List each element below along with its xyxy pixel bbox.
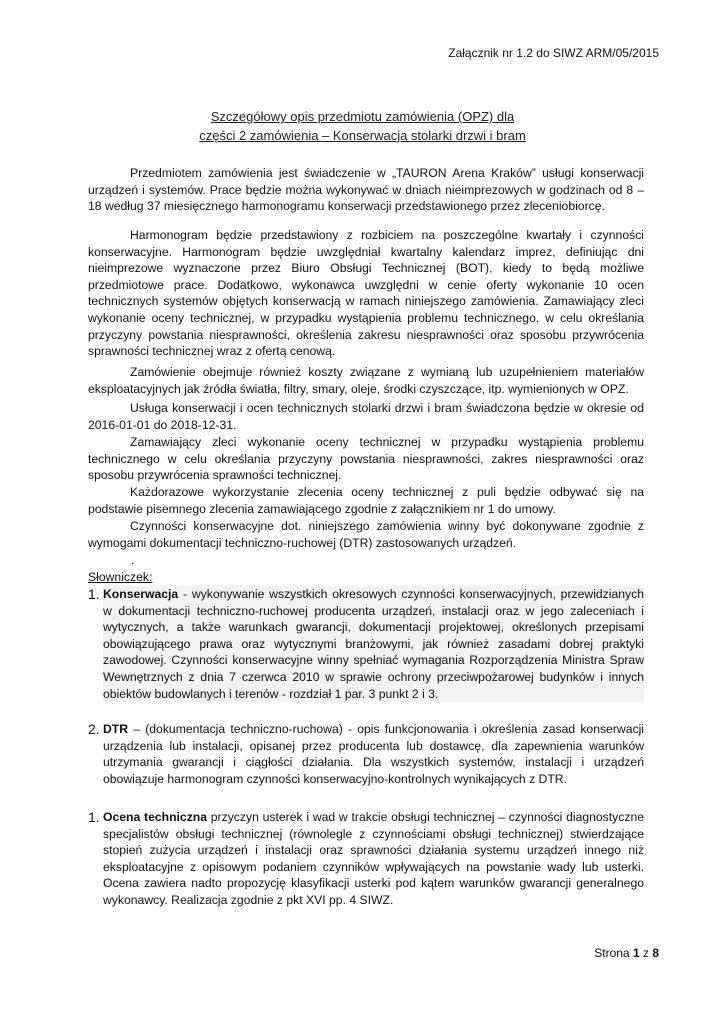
glossary-item-dtr bbox=[88, 721, 644, 787]
glossary-definition: – (dokumentacja techniczno-ruchowa) - opis funkcjonowania i określenia zasad konserwacji urządzenia lub instalacji, opisanej przez producenta lub dostawcę, dla zapewnienia warunków utrzymania gwarancji i ciągłości działania. Dla wszystkich systemów, instalacji i urządzeń obowiązuje harmonogram czynności konserwacyjno-kontrolnych wynikających z DTR. bbox=[103, 722, 644, 786]
glossary-definition: przyczyn usterek i wad w trakcie obsługi technicznej – czynności diagnostyczne specjalistów obsługi technicznej (równolegle z czynnościami obsługi technicznej) stwierdzające stopień zużycia urządzeń i instalacji oraz sprawności działania systemu urządzeń innego niż eksploatacyjne z opisowym podaniem czynników wpływających na powstanie wady lub usterki. Ocena zawiera nadto propozycję klasyfikacji usterki pod kątem warunków gwarancji generalnego wykonawcy. Realizacja zgodnie z pkt XVI pp. 4 SIWZ. bbox=[103, 810, 644, 907]
glossary-item-number: 1. bbox=[88, 809, 100, 825]
paragraph-period: Usługa konserwacji i ocen technicznych stolarki drzwi i bram świadczona będzie w okresie od 2016-01-01 do 2018-12-31. bbox=[88, 401, 644, 432]
page-label: Strona bbox=[594, 946, 630, 960]
glossary-term: Ocena techniczna bbox=[103, 810, 208, 824]
page-number bbox=[594, 945, 659, 962]
paragraph-order: Każdorazowe wykorzystanie zlecenia oceny technicznej z puli będzie odbywać się na podstawie pisemnego zlecenia zamawiającego zgodnie z załącznikiem nr 1 do umowy. bbox=[88, 485, 644, 516]
glossary-definition: - wykonywanie wszystkich okresowych czynności konserwacyjnych, przewidzianych w dokumentacji techniczno-ruchowej producenta urządzeń, instalacji oraz w jego zaleceniach i wytycznych, a także warunkach gwarancji, dokumentacji projektowej, określonych przepisami obowiązującego prawa oraz wytycznymi branżowymi, jak również zasadami dobrej praktyki zawodowej. Czynności konserwacyjne winny spełniać wymagania Rozporządzenia Ministra Spraw Wewnętrznych z dnia 7 czerwca 2010 w sprawie ochrony przeciwpożarowej budynków i innych obiektów budowlanych i terenów - rozdział 1 par. 3 punkt 2 i 3. bbox=[103, 587, 644, 701]
current-page: 1 bbox=[632, 946, 640, 960]
paragraph-materials: Zamówienie obejmuje również koszty związane z wymianą lub uzupełnieniem materiałów eksploatacyjnych jak źródła światła, filtry, smary, oleje, środki czyszczące, itp. wymienionych w OPZ. bbox=[88, 365, 644, 396]
title-line-2: części 2 zamówienia – Konserwacja stolarki drzwi i bram bbox=[199, 127, 526, 143]
stray-dot: . bbox=[131, 553, 135, 567]
glossary-item-body bbox=[103, 809, 644, 909]
glossary-item-number: 1. bbox=[88, 586, 100, 602]
total-pages: 8 bbox=[652, 946, 659, 960]
document-title bbox=[0, 108, 725, 145]
glossary-item-body bbox=[103, 721, 644, 787]
paragraph-assessment: Zamawiający zleci wykonanie oceny technicznej w przypadku wystąpienia problemu technicznego w celu określania przyczyny powstania niesprawności, zakres niesprawności oraz sposobu przywrócenia sprawności technicznej. bbox=[88, 435, 644, 483]
page-separator: z bbox=[642, 946, 649, 960]
paragraph-intro: Przedmiotem zamówienia jest świadczenie w „TAURON Arena Kraków” usługi konserwacji urządzeń i systemów. Prace będzie można wykonywać w dniach nieimprezowych w godzinach od 8 – 18 według 37 miesięcznego harmonogramu konserwacji przedstawionego przez zleceniobiorcę. bbox=[88, 166, 644, 214]
glossary-item-ocena-techniczna bbox=[88, 809, 644, 909]
attachment-reference: Załącznik nr 1.2 do SIWZ ARM/05/2015 bbox=[448, 46, 659, 60]
paragraph-schedule: Harmonogram będzie przedstawiony z rozbiciem na poszczególne kwartały i czynności konserwacyjne. Harmonogram będzie uwzględniał kwartalny kalendarz imprez, definiując dni nieimprezowe wyznaczone przez Biuro Obsługi Technicznej (BOT), kiedy to będą możliwe przedmiotowe prace. Dodatkowo, wykonawca uwzględni w cenie oferty wykonanie 10 ocen technicznych systemów objętych konserwacją w ramach niniejszego zamówienia. Zamawiający zleci wykonanie oceny technicznej, w przypadku wystąpienia problemu technicznego, w celu określania przyczyny powstania niesprawności, określenia zakresu niesprawności oraz sposobu przywrócenia sprawności technicznej wraz z ofertą cenową. bbox=[88, 228, 644, 359]
glossary-term: DTR bbox=[103, 722, 129, 736]
paragraph-dtr-compliance: Czynności konserwacyjne dot. niniejszego zamówienia winny być dokonywane zgodnie z wymogami dokumentacji techniczno-ruchowej (DTR) zastosowanych urządzeń. bbox=[88, 519, 644, 550]
glossary-item-konserwacja bbox=[88, 586, 644, 702]
title-line-1: Szczegółowy opis przedmiotu zamówienia (OPZ) dla bbox=[210, 109, 515, 124]
glossary-item-number: 2. bbox=[88, 721, 100, 737]
glossary-item-body bbox=[103, 586, 644, 702]
glossary-term: Konserwacja bbox=[103, 587, 179, 601]
glossary-heading: Słowniczek: bbox=[88, 570, 153, 584]
